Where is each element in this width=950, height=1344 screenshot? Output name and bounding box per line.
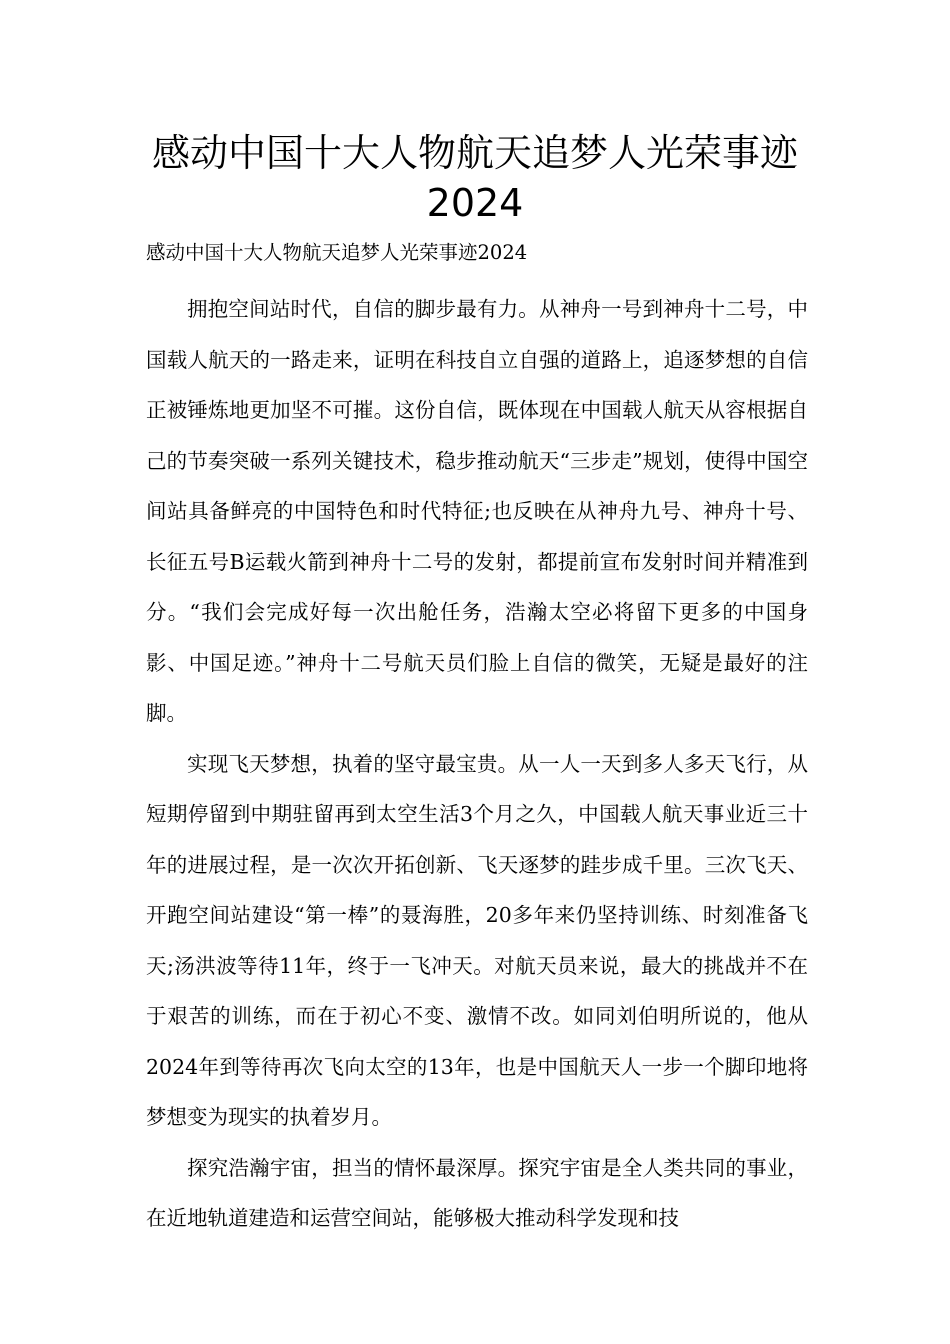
document-body — [146, 284, 808, 1244]
paragraph: 拥抱空间站时代，自信的脚步最有力。从神舟一号到神舟十二号，中国载人航天的一路走来，证明在科技自立自强的道路上，追逐梦想的自信正被锤炼地更加坚不可摧。这份自信，既体现在中国载人航天从容根据自己的节奏突破一系列关键技术，稳步推动航天“三步走”规划，使得中国空间站具备鲜亮的中国特色和时代特征;也反映在从神舟九号、神舟十号、长征五号B运载火箭到神舟十二号的发射，都提前宣布发射时间并精准到分。“我们会完成好每一次出舱任务，浩瀚太空必将留下更多的中国身影、中国足迹。”神舟十二号航天员们脸上自信的微笑，无疑是最好的注脚。 — [146, 297, 808, 725]
paragraph: 实现飞天梦想，执着的坚守最宝贵。从一人一天到多人多天飞行，从短期停留到中期驻留再到太空生活3个月之久，中国载人航天事业近三十年的进展过程，是一次次开拓创新、飞天逐梦的跬步成千里。三次飞天、开跑空间站建设“第一棒”的聂海胜，20多年来仍坚持训练、时刻准备飞天;汤洪波等待11年，终于一飞冲天。对航天员来说，最大的挑战并不在于艰苦的训练，而在于初心不变、激情不改。如同刘伯明所说的，他从2024年到等待再次飞向太空的13年，也是中国航天人一步一个脚印地将梦想变为现实的执着岁月。 — [146, 751, 808, 1129]
document-title — [120, 128, 830, 228]
document-title-text: 感动中国十大人物航天追梦人光荣事迹2024 — [151, 131, 798, 225]
document-subtitle: 感动中国十大人物航天追梦人光荣事迹2024 — [146, 241, 528, 264]
paragraph: 探究浩瀚宇宙，担当的情怀最深厚。探究宇宙是全人类共同的事业，在近地轨道建造和运营空间站，能够极大推动科学发现和技 — [146, 1155, 808, 1230]
